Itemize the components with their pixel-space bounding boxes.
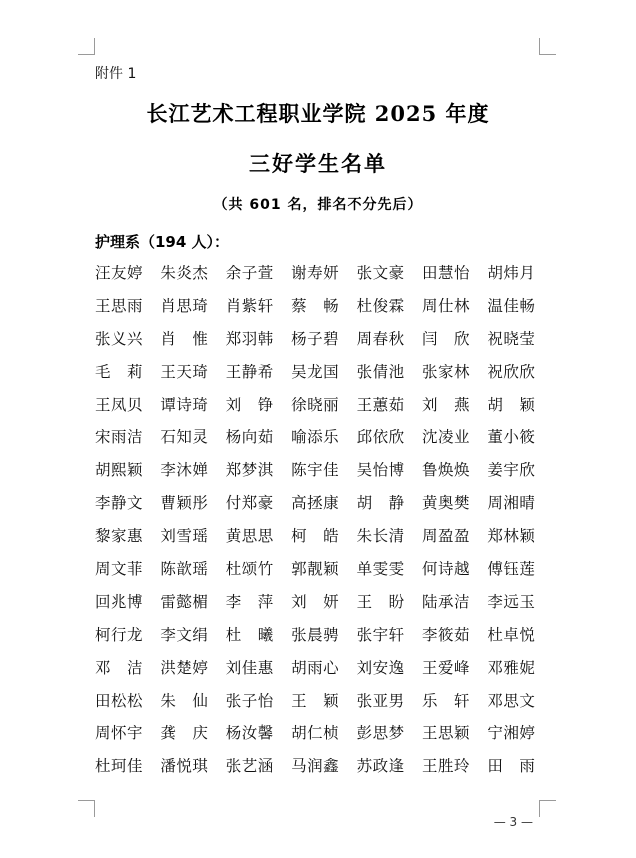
name-list bbox=[95, 257, 545, 783]
student-name: 胡熙颖 bbox=[95, 461, 144, 480]
student-name: 喻添乐 bbox=[291, 428, 340, 447]
student-name: 傅钰莲 bbox=[487, 560, 536, 579]
student-name: 杜颂竹 bbox=[225, 560, 274, 579]
student-name: 曹颖彤 bbox=[160, 494, 209, 513]
student-name: 闫 欣 bbox=[421, 329, 470, 348]
student-name: 蔡 畅 bbox=[291, 296, 340, 315]
student-name: 李 萍 bbox=[225, 592, 274, 611]
student-name: 李沐婵 bbox=[160, 461, 209, 480]
student-name: 胡仁桢 bbox=[291, 724, 340, 743]
student-name: 柯行龙 bbox=[95, 625, 144, 644]
student-name: 石知灵 bbox=[160, 428, 209, 447]
student-name: 张亚男 bbox=[356, 691, 405, 710]
student-name: 张文豪 bbox=[356, 264, 405, 282]
student-name: 杨子碧 bbox=[291, 329, 340, 348]
student-name: 邓雅妮 bbox=[487, 658, 536, 677]
student-name: 朱 仙 bbox=[160, 691, 209, 710]
student-name: 龚 庆 bbox=[160, 724, 209, 743]
student-name: 胡雨心 bbox=[291, 658, 340, 677]
student-name: 鲁焕焕 bbox=[421, 461, 470, 480]
student-name: 刘 妍 bbox=[291, 592, 340, 611]
student-name: 杨汝馨 bbox=[225, 724, 274, 743]
student-name: 王思颖 bbox=[421, 724, 470, 743]
student-name: 肖思琦 bbox=[160, 296, 209, 315]
student-name: 宁湘婷 bbox=[487, 724, 536, 743]
student-name: 周怀宇 bbox=[95, 724, 144, 743]
student-name: 洪楚婷 bbox=[160, 658, 209, 677]
page-number: — 3 — bbox=[493, 815, 533, 829]
student-name: 彭思梦 bbox=[356, 724, 405, 743]
student-name: 李远玉 bbox=[487, 592, 536, 611]
student-name: 张艺涵 bbox=[225, 757, 274, 776]
student-name: 祝晓莹 bbox=[487, 329, 536, 348]
student-name: 郭靓颖 bbox=[291, 560, 340, 579]
student-name: 陈宇佳 bbox=[291, 461, 340, 480]
student-name: 宋雨洁 bbox=[95, 428, 144, 447]
student-name: 王爱峰 bbox=[421, 658, 470, 677]
student-name: 杜卓悦 bbox=[487, 625, 536, 644]
student-name: 胡炜月 bbox=[487, 264, 536, 282]
student-name: 乐 轩 bbox=[421, 691, 470, 710]
student-name: 杨向茹 bbox=[225, 428, 274, 447]
student-name: 何诗越 bbox=[421, 560, 470, 579]
crop-mark-bottom-right bbox=[539, 800, 556, 817]
student-name: 周盈盈 bbox=[421, 527, 470, 546]
attachment-label: 附件 1 bbox=[95, 66, 137, 82]
student-name: 周仕林 bbox=[421, 296, 470, 315]
student-name: 黎家惠 bbox=[95, 527, 144, 546]
student-name: 肖紫轩 bbox=[225, 296, 274, 315]
student-name: 单雯雯 bbox=[356, 560, 405, 579]
student-name: 潘悦琪 bbox=[160, 757, 209, 776]
student-name: 王思雨 bbox=[95, 296, 144, 315]
student-name: 余子萱 bbox=[225, 264, 274, 282]
student-name: 张子怡 bbox=[225, 691, 274, 710]
crop-mark-top-right bbox=[539, 38, 556, 55]
count-note: （共 601 名，排名不分先后） bbox=[213, 197, 423, 213]
student-name: 苏政逢 bbox=[356, 757, 405, 776]
student-name: 黄奥樊 bbox=[421, 494, 470, 513]
student-name: 刘 燕 bbox=[421, 395, 470, 414]
crop-mark-bottom-left bbox=[78, 800, 95, 817]
document-title: 长江艺术工程职业学院 2025 年度 bbox=[146, 101, 490, 126]
student-name: 肖 惟 bbox=[160, 329, 209, 348]
student-name: 邱依欣 bbox=[356, 428, 405, 447]
student-name: 杜珂佳 bbox=[95, 757, 144, 776]
crop-mark-top-left bbox=[78, 38, 95, 55]
student-name: 黄思思 bbox=[225, 527, 274, 546]
student-name: 田松松 bbox=[95, 691, 144, 710]
student-name: 刘雪瑶 bbox=[160, 527, 209, 546]
student-name: 吴龙国 bbox=[291, 362, 340, 381]
student-name: 祝欣欣 bbox=[487, 362, 536, 381]
student-name: 王静希 bbox=[225, 362, 274, 381]
student-name: 周文菲 bbox=[95, 560, 144, 579]
student-name: 刘安逸 bbox=[356, 658, 405, 677]
student-name: 刘 铮 bbox=[225, 395, 274, 414]
student-name: 张家林 bbox=[421, 362, 470, 381]
student-name: 张倩池 bbox=[356, 362, 405, 381]
document-subtitle: 三好学生名单 bbox=[249, 151, 387, 176]
student-name: 胡 颖 bbox=[487, 395, 536, 414]
student-name: 张宇轩 bbox=[356, 625, 405, 644]
student-name: 马润鑫 bbox=[291, 757, 340, 776]
student-name: 毛 莉 bbox=[95, 362, 144, 381]
student-name: 付郑豪 bbox=[225, 494, 274, 513]
student-name: 张晨骋 bbox=[291, 625, 340, 644]
student-name: 胡 静 bbox=[356, 494, 405, 513]
student-name: 周湘晴 bbox=[487, 494, 536, 513]
student-name: 高拯康 bbox=[291, 494, 340, 513]
student-name: 谢寿妍 bbox=[291, 264, 340, 282]
student-name: 李文绢 bbox=[160, 625, 209, 644]
department-heading: 护理系（194 人）： bbox=[95, 233, 230, 251]
student-name: 杜俊霖 bbox=[356, 296, 405, 315]
student-name: 汪友婷 bbox=[95, 264, 144, 282]
student-name: 温佳畅 bbox=[487, 296, 536, 315]
student-name: 姜宇欣 bbox=[487, 461, 536, 480]
student-name: 郑羽韩 bbox=[225, 329, 274, 348]
student-name: 陈歆瑶 bbox=[160, 560, 209, 579]
student-name: 雷懿楣 bbox=[160, 592, 209, 611]
student-name: 李筱茹 bbox=[421, 625, 470, 644]
student-name: 吴怡博 bbox=[356, 461, 405, 480]
student-name: 回兆博 bbox=[95, 592, 144, 611]
student-name: 沈凌业 bbox=[421, 428, 470, 447]
student-name: 李静文 bbox=[95, 494, 144, 513]
student-name: 杜 曦 bbox=[225, 625, 274, 644]
student-name: 张义兴 bbox=[95, 329, 144, 348]
student-name: 陆承洁 bbox=[421, 592, 470, 611]
student-name: 刘佳惠 bbox=[225, 658, 274, 677]
student-name: 王蕙茹 bbox=[356, 395, 405, 414]
student-name: 董小筱 bbox=[487, 428, 536, 447]
student-name: 王胜玲 bbox=[421, 757, 470, 776]
student-name: 田慧怡 bbox=[421, 264, 470, 282]
student-name: 王 颖 bbox=[291, 691, 340, 710]
student-name: 朱长清 bbox=[356, 527, 405, 546]
student-name: 周春秋 bbox=[356, 329, 405, 348]
student-name: 郑梦淇 bbox=[225, 461, 274, 480]
student-name: 朱炎杰 bbox=[160, 264, 209, 282]
student-name: 王 盼 bbox=[356, 592, 405, 611]
student-name: 邓 洁 bbox=[95, 658, 144, 677]
student-name: 王天琦 bbox=[160, 362, 209, 381]
student-name: 王凤贝 bbox=[95, 395, 144, 414]
student-name: 郑林颖 bbox=[487, 527, 536, 546]
student-name: 田 雨 bbox=[487, 757, 536, 776]
student-name: 谭诗琦 bbox=[160, 395, 209, 414]
student-name: 邓思文 bbox=[487, 691, 536, 710]
student-name: 徐晓丽 bbox=[291, 395, 340, 414]
student-name: 柯 皓 bbox=[291, 527, 340, 546]
